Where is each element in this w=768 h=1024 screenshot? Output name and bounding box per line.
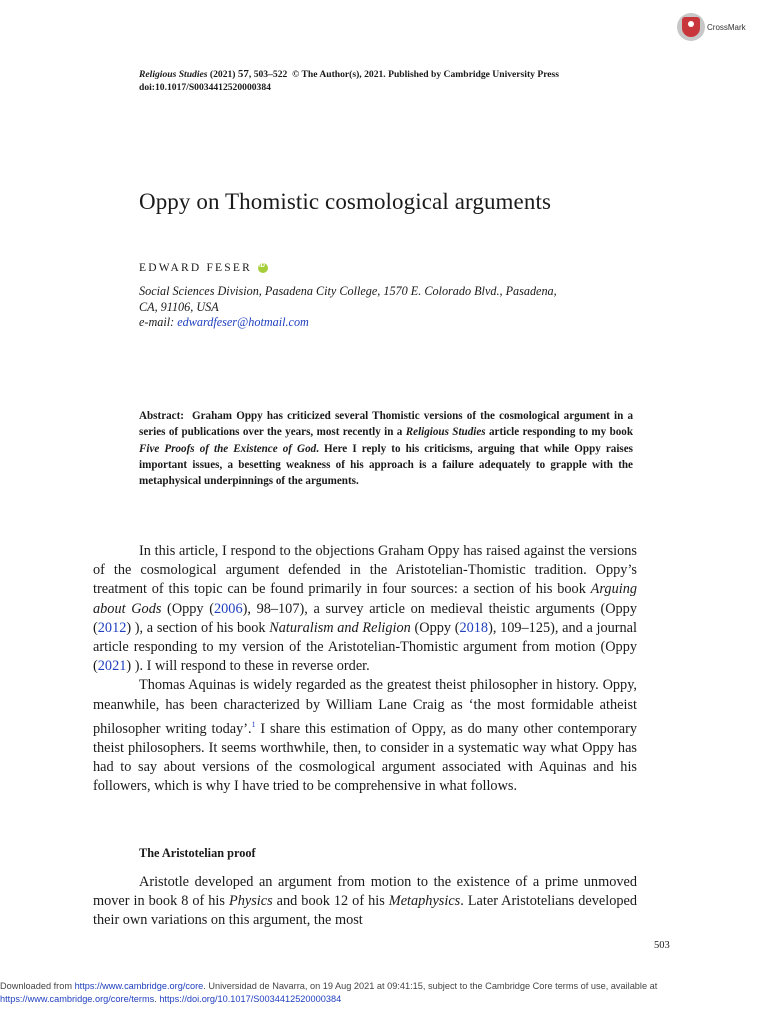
journal-doi: doi:10.1017/S0034412520000384 [139, 82, 271, 93]
citation-link-2021[interactable]: 2021 [97, 658, 127, 675]
p1-text-d: ) ), a section of his book [126, 619, 270, 636]
journal-year: (2021) [209, 69, 236, 80]
journal-pages: , 503–522 [248, 69, 288, 80]
p3-text-c: . Later Aristotelians developed their own variations on this argument, the most [93, 893, 637, 929]
footer-link-terms[interactable]: https://www.cambridge.org/core/terms [0, 994, 155, 1004]
citation-link-2006[interactable]: 2006 [214, 600, 243, 617]
p3-italic-1: Physics [228, 893, 273, 910]
citation-link-2012[interactable]: 2012 [97, 619, 127, 636]
email-link[interactable]: edwardfeser@hotmail.com [177, 315, 309, 329]
paragraph-1 [93, 542, 637, 676]
p1-italic-2: Naturalism and Religion [269, 619, 411, 636]
footer-link-doi[interactable]: https://doi.org/10.1017/S0034412520000384 [159, 994, 342, 1004]
footer-separator: . [154, 994, 160, 1004]
affiliation-line-1: Social Sciences Division, Pasadena City College, 1570 E. Colorado Blvd., Pasadena, [139, 284, 557, 298]
abstract-text-1: Graham Oppy has criticized several Thomistic versions of the cosmological argument in a series of publications over the years, most recently in a [139, 410, 633, 439]
citation-link-2018[interactable]: 2018 [459, 619, 489, 636]
p3-text-a: Aristotle developed an argument from motion to the existence of a prime unmoved mover in book 8 of his [93, 874, 637, 910]
article-title: Oppy on Thomistic cosmological arguments [139, 189, 551, 214]
page-number: 503 [654, 940, 670, 951]
p1-text-e: (Oppy ( [410, 619, 460, 636]
footer-prefix: Downloaded from [0, 981, 75, 991]
journal-volume: 57 [237, 68, 249, 80]
crossmark-badge[interactable] [677, 13, 746, 41]
abstract-italic-2: Five Proofs of the Existence of God [139, 442, 317, 455]
paragraph-2 [93, 676, 637, 796]
p3-italic-2: Metaphysics [388, 893, 461, 910]
journal-header [139, 68, 639, 94]
section-body [93, 873, 637, 931]
p1-text-g: ) ). I will respond to these in reverse order. [126, 658, 370, 675]
author-name: EDWARD FESER [139, 262, 252, 274]
footnote-link-1[interactable]: 1 [251, 719, 256, 729]
email-label: e-mail: [139, 315, 178, 329]
p1-text-a: In this article, I respond to the objections Graham Oppy has raised against the versions of the cosmological argument defended in the Aristotelian-Thomistic tradition. Oppy’s treatment of this topic can be found primarily in four sources: a section of his book [93, 543, 637, 598]
footer-link-core[interactable]: https://www.cambridge.org/core [74, 981, 204, 991]
p1-italic-1: Arguing about Gods [93, 581, 637, 617]
p1-text-b: (Oppy ( [161, 600, 214, 617]
download-footer [0, 980, 768, 1006]
crossmark-icon [677, 13, 705, 41]
author-line [139, 262, 268, 274]
footer-text: . Universidad de Navarra, on 19 Aug 2021 at 09:41:15, subject to the Cambridge Core terms of use, available at [203, 981, 658, 991]
abstract [139, 408, 633, 489]
abstract-italic-1: Religious Studies [405, 426, 486, 439]
author-affiliation [139, 284, 639, 331]
journal-copyright: © The Author(s), 2021. Published by Cambridge University Press [292, 69, 560, 80]
orcid-icon[interactable] [258, 263, 268, 273]
abstract-label: Abstract: [139, 410, 184, 422]
journal-name: Religious Studies [139, 69, 208, 80]
abstract-text-3: . Here I reply to his criticisms, arguing that while Oppy raises important issues, a besetting weakness of his approach is a failure adequately to grapple with the metaphysical underpinnings of the arguments. [139, 442, 633, 488]
crossmark-label: CrossMark [707, 22, 746, 32]
p2-text-a: Thomas Aquinas is widely regarded as the greatest theist philosopher in history. Oppy, meanwhile, has been characterized by William Lane Craig as ‘the most formidable atheist philosopher writing today’. [93, 677, 637, 737]
paragraph-3 [93, 873, 637, 931]
p1-text-c: ), 98–107), a survey article on medieval theistic arguments (Oppy ( [93, 600, 637, 636]
abstract-text-2: article responding to my book [485, 426, 634, 439]
affiliation-line-2: CA, 91106, USA [139, 299, 219, 314]
p3-text-b: and book 12 of his [272, 893, 389, 910]
p1-text-f: ), 109–125), and a journal article responding to my version of the Aristotelian-Thomistic argument from motion (Oppy ( [93, 619, 637, 675]
body-text [93, 542, 637, 796]
p2-text-b: I share this estimation of Oppy, as do many other contemporary theist philosophers. It seems worthwhile, then, to consider in a systematic way what Oppy has had to say about versions of the cosmological argument associated with Aquinas and his followers, which is why I have tried to be comprehensive in what follows. [93, 720, 637, 795]
section-heading: The Aristotelian proof [139, 846, 256, 860]
